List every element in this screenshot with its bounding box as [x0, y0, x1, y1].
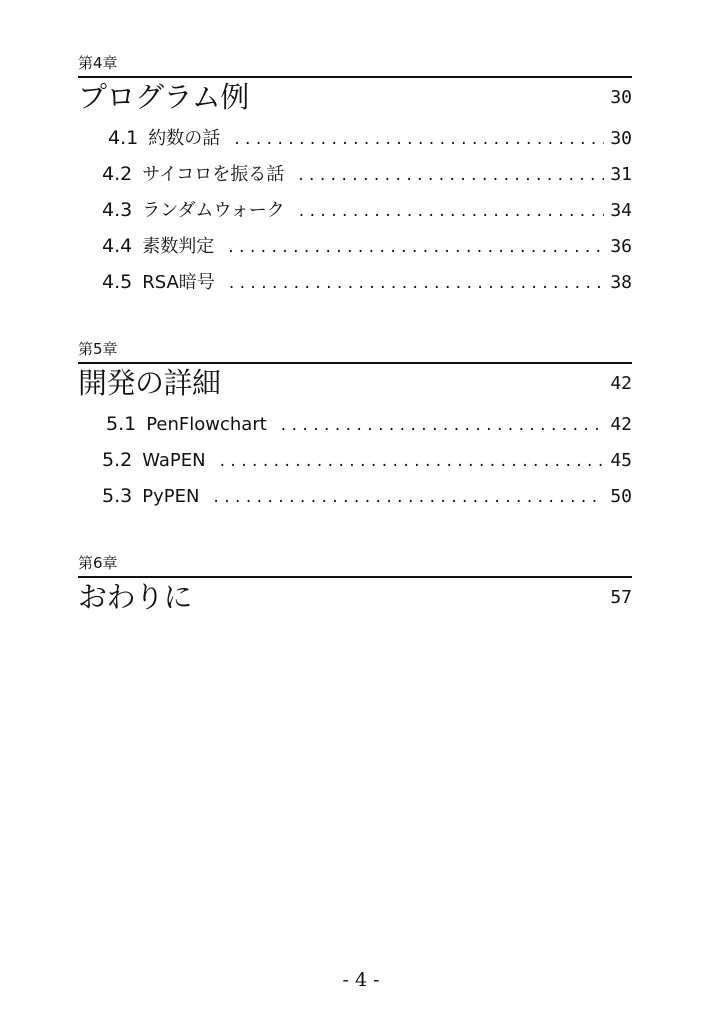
toc-entry[interactable] — [78, 483, 632, 509]
dot-leader — [299, 198, 605, 224]
toc-entry[interactable] — [78, 447, 632, 473]
section-number: 4.3 — [102, 199, 133, 221]
page-number-footer: - 4 - — [342, 969, 380, 991]
toc-entry[interactable] — [78, 197, 632, 223]
dot-leader — [213, 484, 604, 510]
section-number: 5.3 — [102, 485, 133, 507]
section-page-number: 31 — [610, 164, 632, 185]
section-page-number: 38 — [610, 272, 632, 293]
chapter-title[interactable]: 開発の詳細 — [78, 366, 221, 400]
section-page-number: 45 — [610, 450, 632, 471]
section-number: 4.1 — [108, 127, 139, 149]
section-page-number: 42 — [610, 414, 632, 435]
dot-leader — [229, 270, 605, 296]
toc-entry[interactable] — [78, 161, 632, 187]
toc-entry[interactable] — [78, 411, 632, 437]
chapter-divider — [78, 76, 632, 78]
section-title: PyPEN — [142, 486, 200, 507]
section-number: 4.4 — [102, 235, 133, 257]
section-page-number: 34 — [610, 200, 632, 221]
chapter-label: 第6章 — [78, 554, 118, 572]
section-number: 4.2 — [102, 163, 133, 185]
section-page-number: 30 — [610, 128, 632, 149]
section-title: 素数判定 — [142, 236, 215, 257]
chapter-divider — [78, 362, 632, 364]
section-number: 5.2 — [102, 449, 133, 471]
chapter-page-number: 30 — [610, 87, 632, 108]
chapter-title[interactable]: おわりに — [78, 580, 193, 614]
section-page-number: 50 — [610, 486, 632, 507]
dot-leader — [298, 162, 604, 188]
section-title: ランダムウォーク — [142, 200, 285, 221]
section-title: 約数の話 — [148, 128, 221, 149]
section-title: RSA暗号 — [142, 272, 215, 293]
dot-leader — [228, 234, 604, 260]
dot-leader — [281, 412, 605, 438]
toc-entry[interactable] — [78, 233, 632, 259]
section-title: PenFlowchart — [146, 414, 267, 435]
section-title: サイコロを振る話 — [142, 164, 285, 185]
chapter-divider — [78, 576, 632, 578]
chapter-page-number: 57 — [610, 587, 632, 608]
section-title: WaPEN — [142, 450, 206, 471]
section-number: 5.1 — [106, 413, 137, 435]
dot-leader — [234, 126, 604, 152]
chapter-page-number: 42 — [610, 373, 632, 394]
chapter-label: 第4章 — [78, 54, 118, 72]
section-page-number: 36 — [610, 236, 632, 257]
dot-leader — [220, 448, 605, 474]
chapter-label: 第5章 — [78, 340, 118, 358]
toc-entry[interactable] — [78, 125, 632, 151]
section-number: 4.5 — [102, 271, 133, 293]
toc-entry[interactable] — [78, 269, 632, 295]
chapter-title[interactable]: プログラム例 — [78, 80, 249, 114]
